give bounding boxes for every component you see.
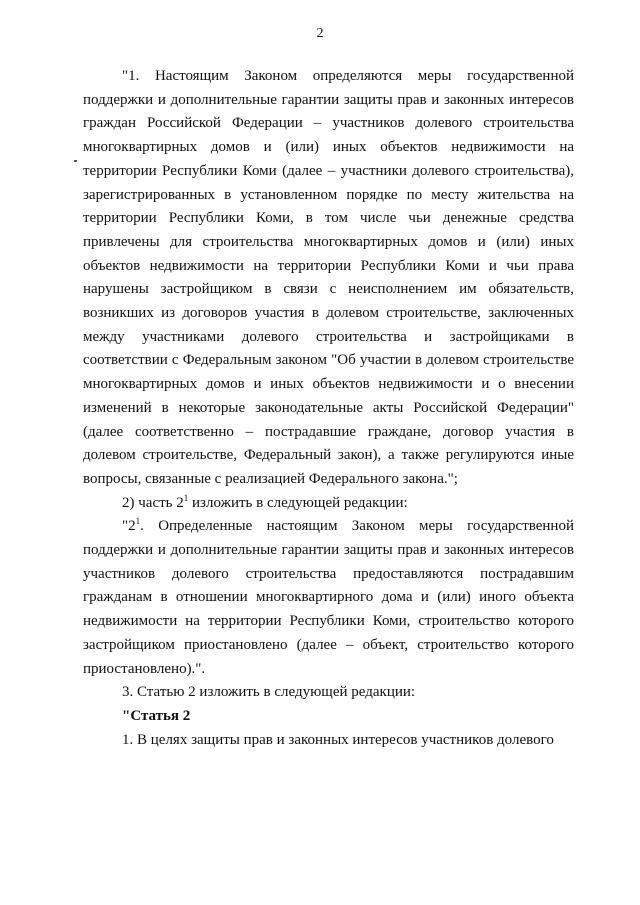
paragraph-amend-article-2: 3. Статью 2 изложить в следующей редакции: xyxy=(122,684,416,701)
part-2-1-number: "2 xyxy=(122,518,136,535)
amend-part-text-start: 2) часть 2 xyxy=(122,494,184,511)
page-number: 2 xyxy=(316,26,324,41)
amend-part-text-end: изложить в следующей редакции: xyxy=(188,494,408,511)
scan-mark xyxy=(74,160,77,162)
article-2-heading: "Статья 2 xyxy=(122,707,191,724)
paragraph-part-2-1 xyxy=(83,515,574,681)
document-body xyxy=(83,65,574,752)
part-2-1-text: . Определенные настоящим Законом меры государственной поддержки и дополнительные гарантии защиты прав и законных интересов участников долевого строительства предоставляются пострадавшим гражданам в отношении многоквартирного дома и (или) иного объекта недвижимости на территории Республики Коми, строительство которого застройщиком приостановлено (далее – объект, строительство которого приостановлено).". xyxy=(83,518,574,677)
paragraph-part-1: "1. Настоящим Законом определяются меры государственной поддержки и дополнительные гарантии защиты прав и законных интересов граждан Российской Федерации – участников долевого строительства многоквартирных домов и (или) иных объектов недвижимости на территории Республики Коми (далее – участники долевого строительства), зарегистрированных в установленном порядке по месту жительства на территории Республики Коми, в том числе чьи денежные средства привлечены для строительства многоквартирных домов и (или) иных объектов недвижимости на территории Республики Коми и чьи права нарушены застройщиком в связи с неисполнением им обязательств, возникших из договоров участия в долевом строительстве, заключенных между участниками долевого строительства и застройщиками в соответствии с Федеральным законом "Об участии в долевом строительстве многоквартирных домов и иных объектов недвижимости и о внесении изменений в некоторые законодательные акты Российской Федерации" (далее соответственно – пострадавшие граждане, договор участия в долевом строительстве, Федеральный закон), а также регулируются иные вопросы, связанные с реализацией Федерального закона."; xyxy=(83,68,574,487)
article-2-point-1: 1. В целях защиты прав и законных интересов участников долевого xyxy=(122,731,554,748)
superscript-1: 1 xyxy=(135,516,141,527)
superscript-1: 1 xyxy=(183,492,189,503)
paragraph-amend-part-2-1 xyxy=(83,492,574,516)
